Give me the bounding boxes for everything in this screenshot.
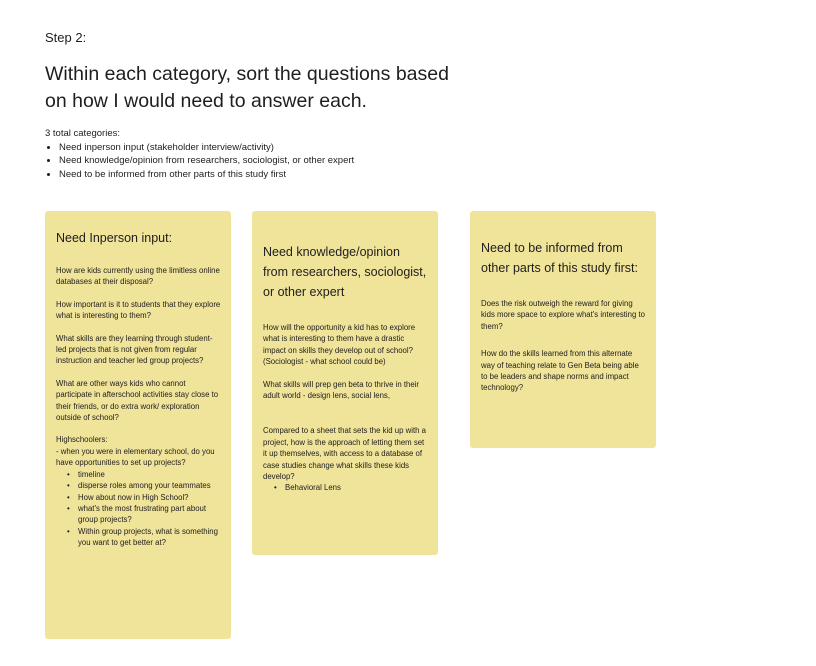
question-text: How are kids currently using the limitless online databases at their disposal? bbox=[56, 266, 220, 287]
question-bullets bbox=[56, 469, 221, 549]
categories-block bbox=[45, 127, 354, 181]
category-item: • Need knowledge/opinion from researchers, sociologist, or other expert bbox=[59, 154, 354, 168]
question-text: Compared to a sheet that sets the kid up with a project, how is the approach of letting them set it up themselves, with access to a database of case studies change what skills these kids develop? bbox=[263, 426, 426, 482]
question-bullets bbox=[263, 482, 428, 493]
sticky-note-title: Need to be informed from other parts of this study first: bbox=[481, 241, 639, 275]
bullet-item: • Within group projects, what is something you want to get better at? bbox=[67, 526, 221, 549]
question-text: - when you were in elementary school, do you have opportunities to set up projects? bbox=[56, 446, 215, 468]
sticky-note-title: Need Inperson input: bbox=[56, 231, 173, 245]
sticky-note-study[interactable] bbox=[470, 211, 656, 448]
question-text: What skills will prep gen beta to thrive in their adult world - design lens, social lens, bbox=[263, 379, 420, 401]
bullet-item: • what's the most frustrating part about group projects? bbox=[67, 503, 221, 526]
bullet-item: • disperse roles among your teammates bbox=[67, 480, 221, 491]
step-label: Step 2: bbox=[45, 30, 87, 45]
categories-intro: 3 total categories: bbox=[45, 128, 120, 139]
bullet-item: • Behavioral Lens bbox=[274, 482, 428, 493]
categories-list bbox=[45, 141, 354, 182]
bullet-item: • timeline bbox=[67, 469, 221, 480]
category-item: • Need to be informed from other parts of this study first bbox=[59, 168, 354, 182]
question-text: What are other ways kids who cannot participate in afterschool activities stay close to their friends, or do extra work/ exploration outside of school? bbox=[56, 378, 219, 423]
question-text: How will the opportunity a kid has to explore what is interesting to them have a drastic impact on skills they develop out of school? (Sociologist - what school could be) bbox=[263, 323, 416, 367]
bullet-item: • How about now in High School? bbox=[67, 492, 221, 503]
question-text: How important is it to students that they explore what is interesting to them? bbox=[56, 299, 221, 321]
question-group bbox=[56, 434, 221, 548]
question-text: How do the skills learned from this alternate way of teaching relate to Gen Beta being able to be leaders and shape norms and impact technology? bbox=[481, 349, 639, 393]
sticky-note-expert[interactable] bbox=[252, 211, 438, 555]
sticky-note-inperson[interactable] bbox=[45, 211, 231, 639]
sticky-note-title: Need knowledge/opinion from researchers, sociologist, or other expert bbox=[263, 245, 427, 299]
question-text: Does the risk outweigh the reward for giving kids more space to explore what's interesting to them? bbox=[481, 299, 646, 331]
question-text: What skills are they learning through student-led projects that is not given from regular instruction and teacher led group projects? bbox=[56, 333, 213, 366]
page-heading: Within each category, sort the questions based on how I would need to answer each. bbox=[45, 63, 449, 112]
category-item: • Need inperson input (stakeholder interview/activity) bbox=[59, 141, 354, 155]
question-group-heading: Highschoolers: bbox=[56, 435, 108, 445]
